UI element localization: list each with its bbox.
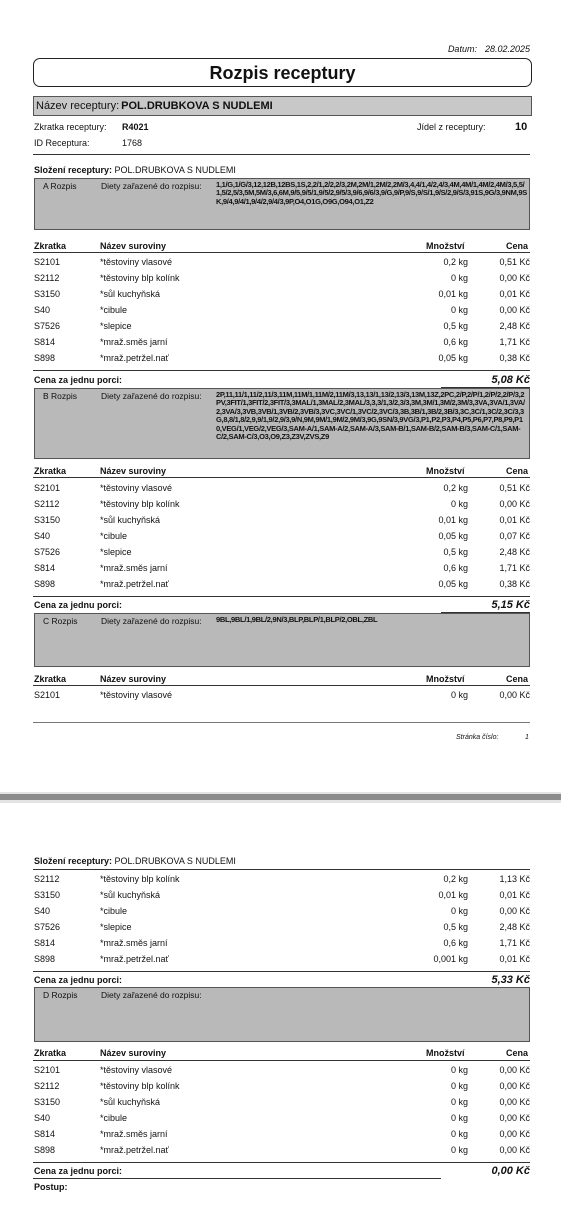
- cell-name: *cibule: [100, 531, 128, 541]
- divider: [33, 971, 530, 972]
- cell-qty: 0 kg: [450, 906, 468, 916]
- cell-price: 0,00 Kč: [499, 1081, 530, 1091]
- cell-code: S2112: [34, 273, 60, 283]
- table-row: [34, 337, 530, 352]
- cell-price: 0,00 Kč: [499, 1113, 530, 1123]
- cell-price: 0,00 Kč: [499, 305, 530, 315]
- abbr-label: Zkratka receptury:: [34, 122, 107, 132]
- col-code: Zkratka: [34, 1048, 67, 1058]
- table-row: [34, 273, 530, 288]
- cell-code: S3150: [34, 289, 61, 299]
- cell-name: *těstoviny blp kolínk: [100, 499, 180, 509]
- cell-code: S2101: [34, 690, 61, 700]
- cell-code: S7526: [34, 321, 61, 331]
- table-row: [34, 547, 530, 562]
- divider: [33, 1178, 441, 1179]
- cell-qty: 0 kg: [450, 1113, 468, 1123]
- cell-code: S40: [34, 1113, 51, 1123]
- cell-name: *sůl kuchyňská: [100, 1097, 161, 1107]
- table-row: [34, 305, 530, 320]
- table-row: [34, 922, 530, 937]
- slozeni-label: Složení receptury:: [34, 856, 113, 866]
- cell-code: S898: [34, 579, 56, 589]
- cell-name: *těstoviny blp kolínk: [100, 1081, 180, 1091]
- cell-qty: 0,5 kg: [443, 547, 468, 557]
- header-underline: [33, 477, 530, 478]
- date-label: Datum:: [447, 44, 477, 54]
- cell-name: *těstoviny vlasové: [100, 257, 173, 267]
- section-a-label: A Rozpis: [43, 181, 77, 191]
- cell-name: *mraž.petržel.nať: [100, 353, 169, 363]
- section-c-diet-box: [34, 613, 530, 667]
- table-row: [34, 906, 530, 921]
- diet-label: Diety zařazené do rozpisu:: [101, 990, 202, 1000]
- cell-name: *slepice: [100, 922, 132, 932]
- cell-name: *mraž.směs jarní: [100, 1129, 168, 1139]
- cell-qty: 0,01 kg: [438, 289, 468, 299]
- price-per-portion-value: 5,08 Kč: [491, 374, 530, 386]
- col-price: Cena: [506, 674, 529, 684]
- cell-code: S7526: [34, 547, 61, 557]
- cell-price: 0,00 Kč: [499, 1097, 530, 1107]
- cell-price: 0,00 Kč: [499, 1129, 530, 1139]
- cell-price: 0,51 Kč: [499, 483, 530, 493]
- cell-qty: 0 kg: [450, 1065, 468, 1075]
- cell-code: S2112: [34, 874, 60, 884]
- page-2: [0, 803, 561, 1213]
- price-per-portion-label: Cena za jednu porci:: [34, 975, 123, 985]
- cell-name: *mraž.směs jarní: [100, 337, 168, 347]
- cell-qty: 0,2 kg: [443, 257, 468, 267]
- cell-price: 0,01 Kč: [499, 954, 530, 964]
- table-row: [34, 483, 530, 498]
- cell-qty: 0,01 kg: [438, 515, 468, 525]
- cell-price: 0,01 Kč: [499, 890, 530, 900]
- cell-name: *těstoviny blp kolínk: [100, 874, 180, 884]
- cell-qty: 0,5 kg: [443, 321, 468, 331]
- cell-price: 2,48 Kč: [499, 922, 530, 932]
- table-row: [34, 1145, 530, 1160]
- cell-qty: 0 kg: [450, 273, 468, 283]
- recipe-name-bar: [33, 96, 532, 116]
- col-code: Zkratka: [34, 674, 67, 684]
- price-per-portion-label: Cena za jednu porci:: [34, 375, 123, 385]
- slozeni-value: POL.DRUBKOVA S NUDLEMI: [114, 856, 236, 866]
- cell-qty: 0,001 kg: [433, 954, 468, 964]
- table-row: [34, 321, 530, 336]
- table-row: [34, 1081, 530, 1096]
- cell-price: 0,00 Kč: [499, 273, 530, 283]
- page-number-value: 1: [525, 734, 529, 741]
- cell-name: *těstoviny blp kolínk: [100, 273, 180, 283]
- cell-price: 0,01 Kč: [499, 515, 530, 525]
- table-row: [34, 499, 530, 514]
- cell-price: 0,00 Kč: [499, 1145, 530, 1155]
- cell-qty: 0 kg: [450, 1081, 468, 1091]
- cell-price: 0,07 Kč: [499, 531, 530, 541]
- cell-price: 2,48 Kč: [499, 321, 530, 331]
- divider: [33, 596, 530, 597]
- cell-name: *těstoviny vlasové: [100, 483, 173, 493]
- id-value: 1768: [122, 138, 143, 148]
- cell-code: S898: [34, 353, 56, 363]
- cell-qty: 0,6 kg: [443, 337, 468, 347]
- table-row: [34, 1097, 530, 1112]
- cell-price: 0,00 Kč: [499, 690, 530, 700]
- cell-code: S3150: [34, 1097, 61, 1107]
- cell-price: 1,13 Kč: [499, 874, 530, 884]
- section-b-label: B Rozpis: [43, 391, 78, 401]
- col-qty: Množství: [426, 674, 465, 684]
- table-row: [34, 563, 530, 578]
- col-price: Cena: [506, 1048, 529, 1058]
- table-row: [34, 353, 530, 368]
- divider: [33, 1162, 530, 1163]
- table-row: [34, 938, 530, 953]
- cell-code: S2101: [34, 257, 61, 267]
- cell-code: S814: [34, 938, 56, 948]
- date: [440, 44, 530, 54]
- cell-qty: 0 kg: [450, 690, 468, 700]
- cell-qty: 0 kg: [450, 1129, 468, 1139]
- cell-code: S2112: [34, 1081, 60, 1091]
- cell-qty: 0,01 kg: [438, 890, 468, 900]
- col-qty: Množství: [426, 1048, 465, 1058]
- cell-name: *slepice: [100, 321, 132, 331]
- cell-code: S814: [34, 1129, 56, 1139]
- section-b-diets: 2P,11,11/1,11/2,11/3,11M,11M/1,11M/2,11M/3,13,13/1,13/2,13/3,13M,13Z,2PC,2/P,2/P/1,2/P/2,2/P/3,2PV,3FIT/1,3FIT/2,3FIT/3,3MAL/1,3MAL/2,3MAL/3,3,3/1,3/2,3/3,3M,3M/1,3M/2,3M/3,3VA,3VA/1,3VA/2,3VA/3,3VB,3VB/1,3VB/2,3VB/3,3VC,3VC/1,3VC/2,3VC/3,3B,3B/1,3B/2,3B/3,3C,3C/1,3C/2,3C/3,3G,8,8/1,8/2,9,9/1,9/2,9/3,9/N,9M,9M/1,9M/2,9M/3,9G,9SN/3,9VG/3,P1,P2,P3,P4,P5,P6,P7,P8,P9,P10,VEG/1,VEG/2,VEG/3,SAM-A/1,SAM-A/2,SAM-A/3,SAM-B/1,SAM-B/2,SAM-B/3,SAM-C/1,SAM-C/2,SAM-C/3,O3,O9,Z3,Z3V,ZVS,Z9: [216, 390, 525, 442]
- table-row: [34, 1065, 530, 1080]
- cell-qty: 0,6 kg: [443, 938, 468, 948]
- price-per-portion-value: 0,00 Kč: [491, 1165, 530, 1177]
- cell-price: 1,71 Kč: [499, 938, 530, 948]
- portions-label: Jídel z receptury:: [417, 122, 486, 132]
- cell-price: 0,00 Kč: [499, 499, 530, 509]
- header-underline: [33, 1060, 530, 1061]
- section-a-diets: 1,1/G,1/G/3,12,12B,12BS,1S,2,2/1,2/2,2/3,2M,2M/1,2M/2,2M/3,4,4/1,4/2,4/3,4M,4M/1,4M/2,4M/3,5,5/1,5/2,5/3,5M,5M/3,6,6M,9/5,9/5/1,9/5/2,9/5/3,9/6,9/6/3,9/G,9/P,9/S,9/S/1,9/S/2,9/S/3,91S,9G/3,9NM,9SK,9/4,9/4/1,9/4/2,9/4/3,9P,O4,O1G,O9G,O94,O1,Z2: [216, 180, 527, 206]
- page-number-label: Stránka číslo:: [456, 734, 499, 741]
- cell-code: S3150: [34, 515, 61, 525]
- cell-code: S2101: [34, 483, 61, 493]
- recipe-name-value: POL.DRUBKOVA S NUDLEMI: [121, 100, 273, 112]
- cell-code: S40: [34, 906, 51, 916]
- table-row: [34, 890, 530, 905]
- divider: [33, 154, 530, 155]
- section-a-diet-box: [34, 178, 530, 230]
- table-row: [34, 579, 530, 594]
- section-d-diet-box: [34, 987, 530, 1042]
- header-underline: [33, 252, 530, 253]
- cell-code: S898: [34, 954, 56, 964]
- portions-value: 10: [515, 121, 528, 133]
- diet-label: Diety zařazené do rozpisu:: [101, 181, 202, 191]
- slozeni-label: Složení receptury:: [34, 165, 113, 175]
- price-per-portion-value: 5,15 Kč: [491, 599, 530, 611]
- cell-name: *sůl kuchyňská: [100, 515, 161, 525]
- cell-price: 0,51 Kč: [499, 257, 530, 267]
- cell-name: *cibule: [100, 1113, 128, 1123]
- col-qty: Množství: [426, 241, 465, 251]
- cell-price: 0,00 Kč: [499, 1065, 530, 1075]
- cell-qty: 0 kg: [450, 1145, 468, 1155]
- table-row: [34, 289, 530, 304]
- footer-divider: [33, 722, 530, 723]
- table-row: [34, 954, 530, 969]
- cell-qty: 0 kg: [450, 1097, 468, 1107]
- diet-label: Diety zařazené do rozpisu:: [101, 616, 202, 626]
- cell-qty: 0,05 kg: [438, 531, 468, 541]
- cell-code: S2112: [34, 499, 60, 509]
- cell-qty: 0,05 kg: [438, 579, 468, 589]
- section-b-diet-box: [34, 388, 530, 459]
- cell-price: 0,00 Kč: [499, 906, 530, 916]
- cell-name: *těstoviny vlasové: [100, 1065, 173, 1075]
- cell-qty: 0,2 kg: [443, 874, 468, 884]
- postup-label: Postup:: [34, 1182, 68, 1192]
- col-price: Cena: [506, 466, 529, 476]
- table-row: [34, 1113, 530, 1128]
- price-per-portion-label: Cena za jednu porci:: [34, 1166, 123, 1176]
- table-row: [34, 874, 530, 889]
- cell-price: 1,71 Kč: [499, 337, 530, 347]
- page-title: Rozpis receptury: [33, 58, 532, 87]
- diet-label: Diety zařazené do rozpisu:: [101, 391, 202, 401]
- cell-qty: 0,5 kg: [443, 922, 468, 932]
- table-row: [34, 257, 530, 272]
- cell-qty: 0,05 kg: [438, 353, 468, 363]
- id-label: ID Receptura:: [34, 138, 90, 148]
- col-name: Název suroviny: [100, 674, 167, 684]
- cell-name: *mraž.směs jarní: [100, 563, 168, 573]
- slozeni-line: [34, 165, 236, 175]
- slozeni-value: POL.DRUBKOVA S NUDLEMI: [114, 165, 236, 175]
- cell-name: *mraž.petržel.nať: [100, 1145, 169, 1155]
- cell-price: 0,38 Kč: [499, 579, 530, 589]
- cell-qty: 0,2 kg: [443, 483, 468, 493]
- cell-code: S3150: [34, 890, 61, 900]
- cell-name: *sůl kuchyňská: [100, 289, 161, 299]
- cell-name: *mraž.petržel.nať: [100, 954, 169, 964]
- section-c-label: C Rozpis: [43, 616, 78, 626]
- cell-name: *těstoviny vlasové: [100, 690, 173, 700]
- cell-qty: 0 kg: [450, 499, 468, 509]
- table-row: [34, 690, 530, 705]
- header-underline: [33, 685, 530, 686]
- cell-code: S814: [34, 563, 56, 573]
- section-c-diets: 9BL,9BL/1,9BL/2,9N/3,BLP,BLP/1,BLP/2,OBL,ZBL: [216, 615, 378, 624]
- abbr-value: R4021: [122, 122, 149, 132]
- cell-name: *mraž.petržel.nať: [100, 579, 169, 589]
- cell-price: 1,71 Kč: [499, 563, 530, 573]
- table-row: [34, 1129, 530, 1144]
- cell-code: S7526: [34, 922, 61, 932]
- col-name: Název suroviny: [100, 241, 167, 251]
- cell-code: S40: [34, 305, 51, 315]
- cell-code: S898: [34, 1145, 56, 1155]
- col-code: Zkratka: [34, 466, 67, 476]
- price-per-portion-value: 5,33 Kč: [491, 974, 530, 986]
- page-separator: [0, 792, 561, 803]
- col-code: Zkratka: [34, 241, 67, 251]
- col-name: Název suroviny: [100, 466, 167, 476]
- divider: [33, 370, 530, 371]
- col-qty: Množství: [426, 466, 465, 476]
- section-d-label: D Rozpis: [43, 990, 78, 1000]
- price-per-portion-label: Cena za jednu porci:: [34, 600, 123, 610]
- cell-name: *mraž.směs jarní: [100, 938, 168, 948]
- table-row: [34, 515, 530, 530]
- cell-name: *sůl kuchyňská: [100, 890, 161, 900]
- table-row: [34, 531, 530, 546]
- col-name: Název suroviny: [100, 1048, 167, 1058]
- cell-price: 2,48 Kč: [499, 547, 530, 557]
- recipe-name-label: Název receptury:: [36, 100, 120, 112]
- cell-qty: 0,6 kg: [443, 563, 468, 573]
- cell-price: 0,38 Kč: [499, 353, 530, 363]
- cell-name: *cibule: [100, 906, 128, 916]
- divider: [33, 869, 530, 870]
- cell-code: S40: [34, 531, 51, 541]
- cell-code: S814: [34, 337, 56, 347]
- cell-qty: 0 kg: [450, 305, 468, 315]
- cell-name: *slepice: [100, 547, 132, 557]
- cell-code: S2101: [34, 1065, 61, 1075]
- cell-name: *cibule: [100, 305, 128, 315]
- cell-price: 0,01 Kč: [499, 289, 530, 299]
- col-price: Cena: [506, 241, 529, 251]
- date-value: 28.02.2025: [484, 44, 530, 54]
- slozeni-line: [34, 856, 236, 866]
